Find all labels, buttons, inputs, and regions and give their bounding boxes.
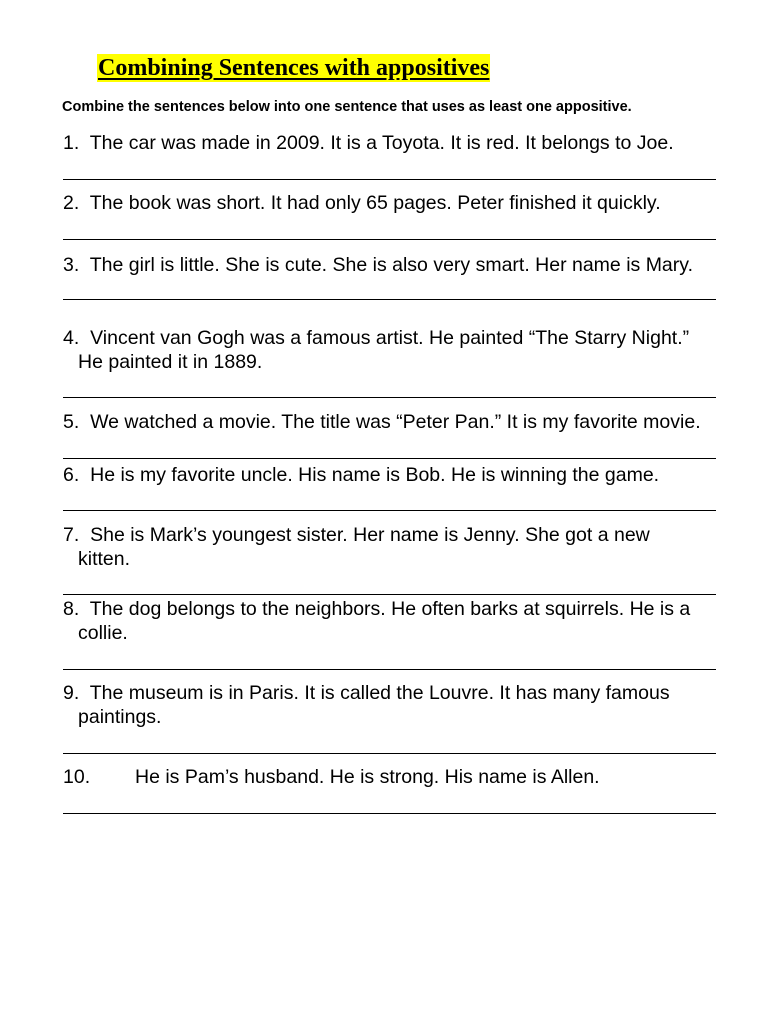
answer-line-8[interactable] xyxy=(63,669,716,670)
question-1 xyxy=(63,131,723,155)
question-text: The girl is little. She is cute. She is also very smart. Her name is Mary. xyxy=(89,254,693,276)
question-10 xyxy=(63,765,723,789)
question-text-continued: collie. xyxy=(78,622,128,644)
question-text: We watched a movie. The title was “Peter Pan.” It is my favorite movie. xyxy=(90,411,701,433)
question-7 xyxy=(63,523,723,571)
question-number: 2. xyxy=(63,192,80,214)
question-6 xyxy=(63,463,723,487)
question-number: 10. xyxy=(63,766,91,788)
answer-line-6[interactable] xyxy=(63,510,716,511)
answer-line-1[interactable] xyxy=(63,179,716,180)
question-text: He is my favorite uncle. His name is Bob. He is winning the game. xyxy=(90,464,660,486)
question-number: 3. xyxy=(63,254,80,276)
worksheet-title: Combining Sentences with appositives xyxy=(98,55,490,81)
answer-line-10[interactable] xyxy=(63,813,716,814)
question-4 xyxy=(63,326,723,374)
question-text: The museum is in Paris. It is called the Louvre. It has many famous xyxy=(89,682,670,704)
answer-line-2[interactable] xyxy=(63,239,716,240)
question-number: 9. xyxy=(63,682,80,704)
question-text: The dog belongs to the neighbors. He often barks at squirrels. He is a xyxy=(89,598,691,620)
question-number: 8. xyxy=(63,598,80,620)
question-text: The car was made in 2009. It is a Toyota. It is red. It belongs to Joe. xyxy=(89,132,674,154)
question-text-continued: kitten. xyxy=(78,548,131,570)
question-5 xyxy=(63,410,723,434)
question-text-continued: paintings. xyxy=(78,706,162,728)
question-2 xyxy=(63,191,723,215)
answer-line-4[interactable] xyxy=(63,397,716,398)
question-text: She is Mark’s youngest sister. Her name is Jenny. She got a new xyxy=(90,524,650,546)
answer-line-9[interactable] xyxy=(63,753,716,754)
question-8 xyxy=(63,597,723,645)
question-9 xyxy=(63,681,723,729)
question-text-continued: He painted it in 1889. xyxy=(78,351,263,373)
question-text: The book was short. It had only 65 pages. Peter finished it quickly. xyxy=(89,192,661,214)
question-number: 4. xyxy=(63,327,80,349)
question-number: 7. xyxy=(63,524,80,546)
answer-line-7[interactable] xyxy=(63,594,716,595)
question-3 xyxy=(63,253,723,277)
question-number: 5. xyxy=(63,411,80,433)
question-text: Vincent van Gogh was a famous artist. He painted “The Starry Night.” xyxy=(90,327,690,349)
answer-line-5[interactable] xyxy=(63,458,716,459)
question-text: He is Pam’s husband. He is strong. His name is Allen. xyxy=(135,766,600,788)
question-number: 1. xyxy=(63,132,80,154)
answer-line-3[interactable] xyxy=(63,299,716,300)
question-number: 6. xyxy=(63,464,80,486)
instructions: Combine the sentences below into one sentence that uses as least one appositive. xyxy=(62,99,632,115)
